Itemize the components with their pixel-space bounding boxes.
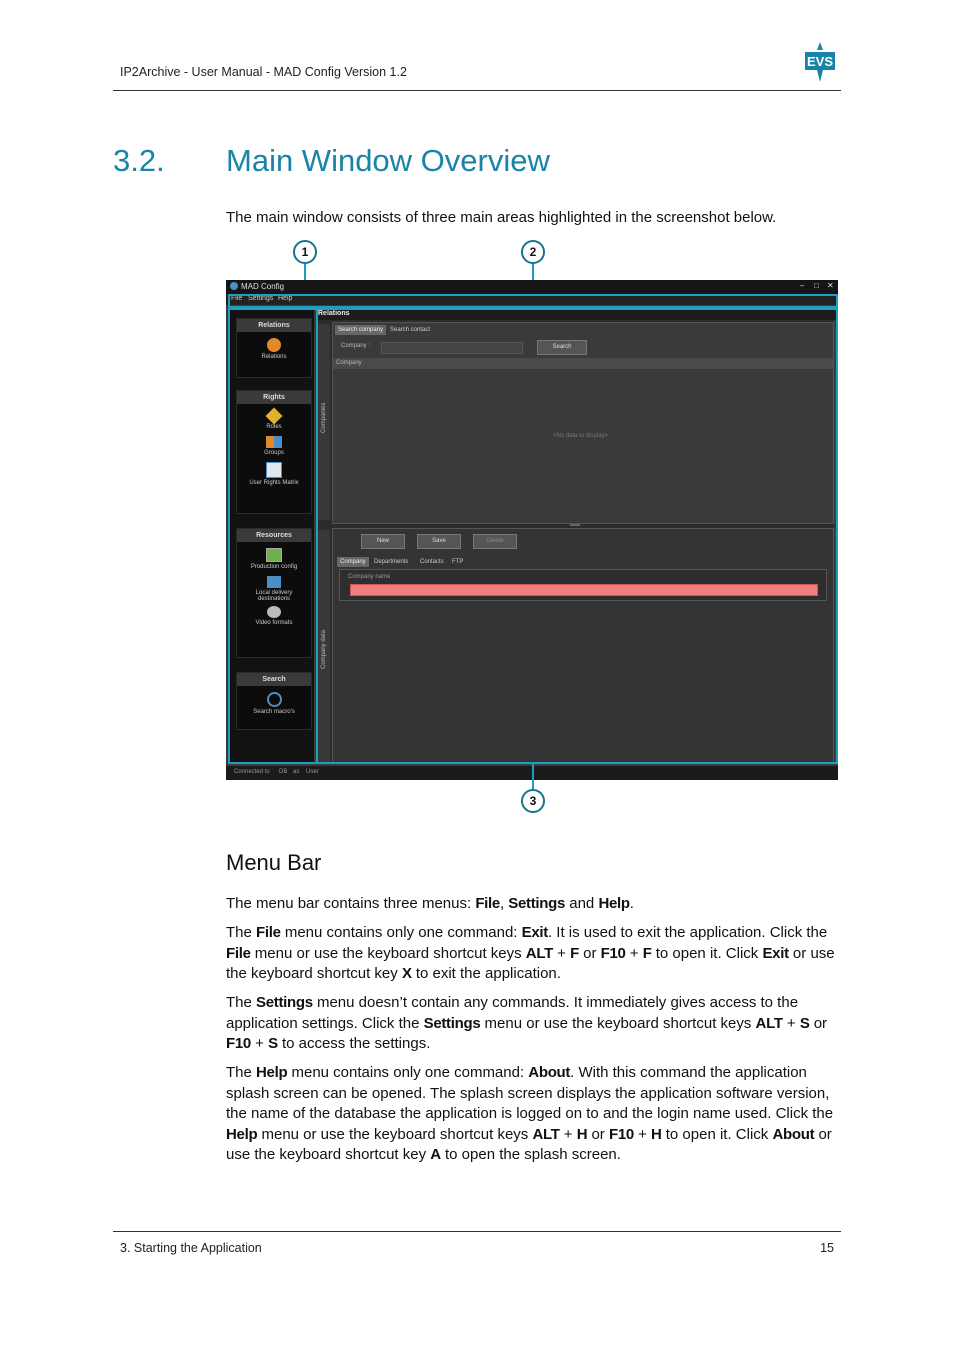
tab-contacts[interactable]: Contacts	[420, 559, 444, 565]
menu-bar-heading: Menu Bar	[226, 850, 322, 875]
status-connected: Connected to	[234, 769, 270, 775]
panel-title: Relations	[316, 308, 836, 320]
tab-search-company[interactable]: Search company	[335, 325, 386, 335]
grid-header-company[interactable]: Company	[336, 360, 362, 366]
highlight-menu-bar	[228, 294, 838, 308]
callout-3: 3	[521, 789, 545, 813]
callout-1: 1	[293, 240, 317, 264]
status-db: DB	[279, 769, 288, 775]
highlight-work-area	[316, 308, 838, 764]
save-button-label: Save	[432, 538, 446, 544]
company-name-label: Company name	[348, 574, 391, 580]
sidebar-item-local-delivery[interactable]: Local delivery destinations	[255, 590, 293, 602]
paragraph-file-menu: The File menu contains only one command: Exit. It is used to exit the application. Click the File menu or use the keyboard shortcut keys ALT + F or F10 + F to open it. Click Exit or use the keyboard shortcut key X to exit the application.	[226, 924, 835, 982]
status-user: User	[306, 769, 319, 775]
page-number: 15	[820, 1241, 834, 1255]
minimize-button[interactable]: –	[800, 281, 805, 290]
svg-text:EVS: EVS	[806, 54, 834, 69]
intro-text: The main window consists of three main areas highlighted in the screenshot below.	[226, 209, 777, 226]
header-rule	[113, 90, 841, 91]
sidebar-item-video-formats[interactable]: Video formats	[255, 620, 293, 626]
sidebar-group-title: Search	[237, 673, 311, 686]
menu-settings[interactable]: Settings	[248, 295, 274, 302]
sidebar-item-search-macros[interactable]: Search macro's	[253, 709, 295, 715]
delete-button-label: Delete	[486, 538, 504, 544]
tab-search-contact[interactable]: Search contact	[390, 327, 431, 333]
new-button-label: New	[376, 538, 389, 544]
evs-logo	[803, 42, 837, 82]
tab-departments[interactable]: Departments	[374, 559, 409, 565]
tab-ftp[interactable]: FTP	[452, 559, 464, 565]
highlight-sidebar	[228, 308, 318, 764]
menu-help[interactable]: Help	[278, 295, 293, 302]
sidebar-item-roles[interactable]: Roles	[266, 424, 282, 430]
window-title: MAD Config	[241, 282, 285, 291]
window-titlebar	[226, 280, 838, 294]
menu-file[interactable]: File	[231, 295, 243, 302]
sidebar-group-title: Resources	[237, 529, 311, 542]
sidebar-item-relations[interactable]: Relations	[261, 354, 287, 360]
companies-label: Companies	[321, 402, 327, 433]
sidebar-item-user-rights-matrix[interactable]: User Rights Matrix	[249, 480, 299, 486]
app-globe-icon	[230, 282, 238, 290]
footer-chapter: 3. Starting the Application	[120, 1241, 262, 1255]
sidebar-item-production-config[interactable]: Production config	[250, 564, 298, 570]
sidebar-item-groups[interactable]: Groups	[264, 450, 284, 456]
search-button-label: Search	[552, 344, 572, 350]
paragraph-settings-menu: The Settings menu doesn’t contain any commands. It immediately gives access to the application settings. Click the Settings menu or use the keyboard shortcut keys ALT + S or F10 + S to access the settings.	[226, 994, 828, 1052]
status-as: as	[293, 769, 300, 775]
sidebar-group-title: Rights	[237, 391, 311, 404]
running-header: IP2Archive - User Manual - MAD Config Version 1.2	[120, 65, 407, 79]
section-title: Main Window Overview	[226, 143, 550, 178]
paragraph-help-menu: The Help menu contains only one command: About. With this command the application splash screen can be opened. The splash screen displays the application software version, the name of the database the application is logged on to and the login name used. Click the Help menu or use the keyboard shortcut keys ALT + H or F10 + H to open it. Click About or use the keyboard shortcut key A to open the splash screen.	[226, 1064, 834, 1163]
company-data-label: Company data	[321, 629, 327, 669]
close-button[interactable]: ✕	[827, 281, 834, 290]
callout-3-leader	[532, 764, 534, 790]
company-label: Company :	[341, 343, 371, 349]
footer-rule	[113, 1231, 841, 1232]
empty-grid-message: <No data to display>	[553, 433, 609, 439]
sidebar-group-title: Relations	[237, 319, 311, 332]
tab-company[interactable]: Company	[337, 557, 369, 567]
paragraph-menus: The menu bar contains three menus: File, Settings and Help.	[226, 895, 634, 912]
callout-2: 2	[521, 240, 545, 264]
mad-config-screenshot	[226, 280, 838, 780]
maximize-button[interactable]: □	[814, 281, 819, 290]
section-number: 3.2.	[113, 143, 165, 178]
